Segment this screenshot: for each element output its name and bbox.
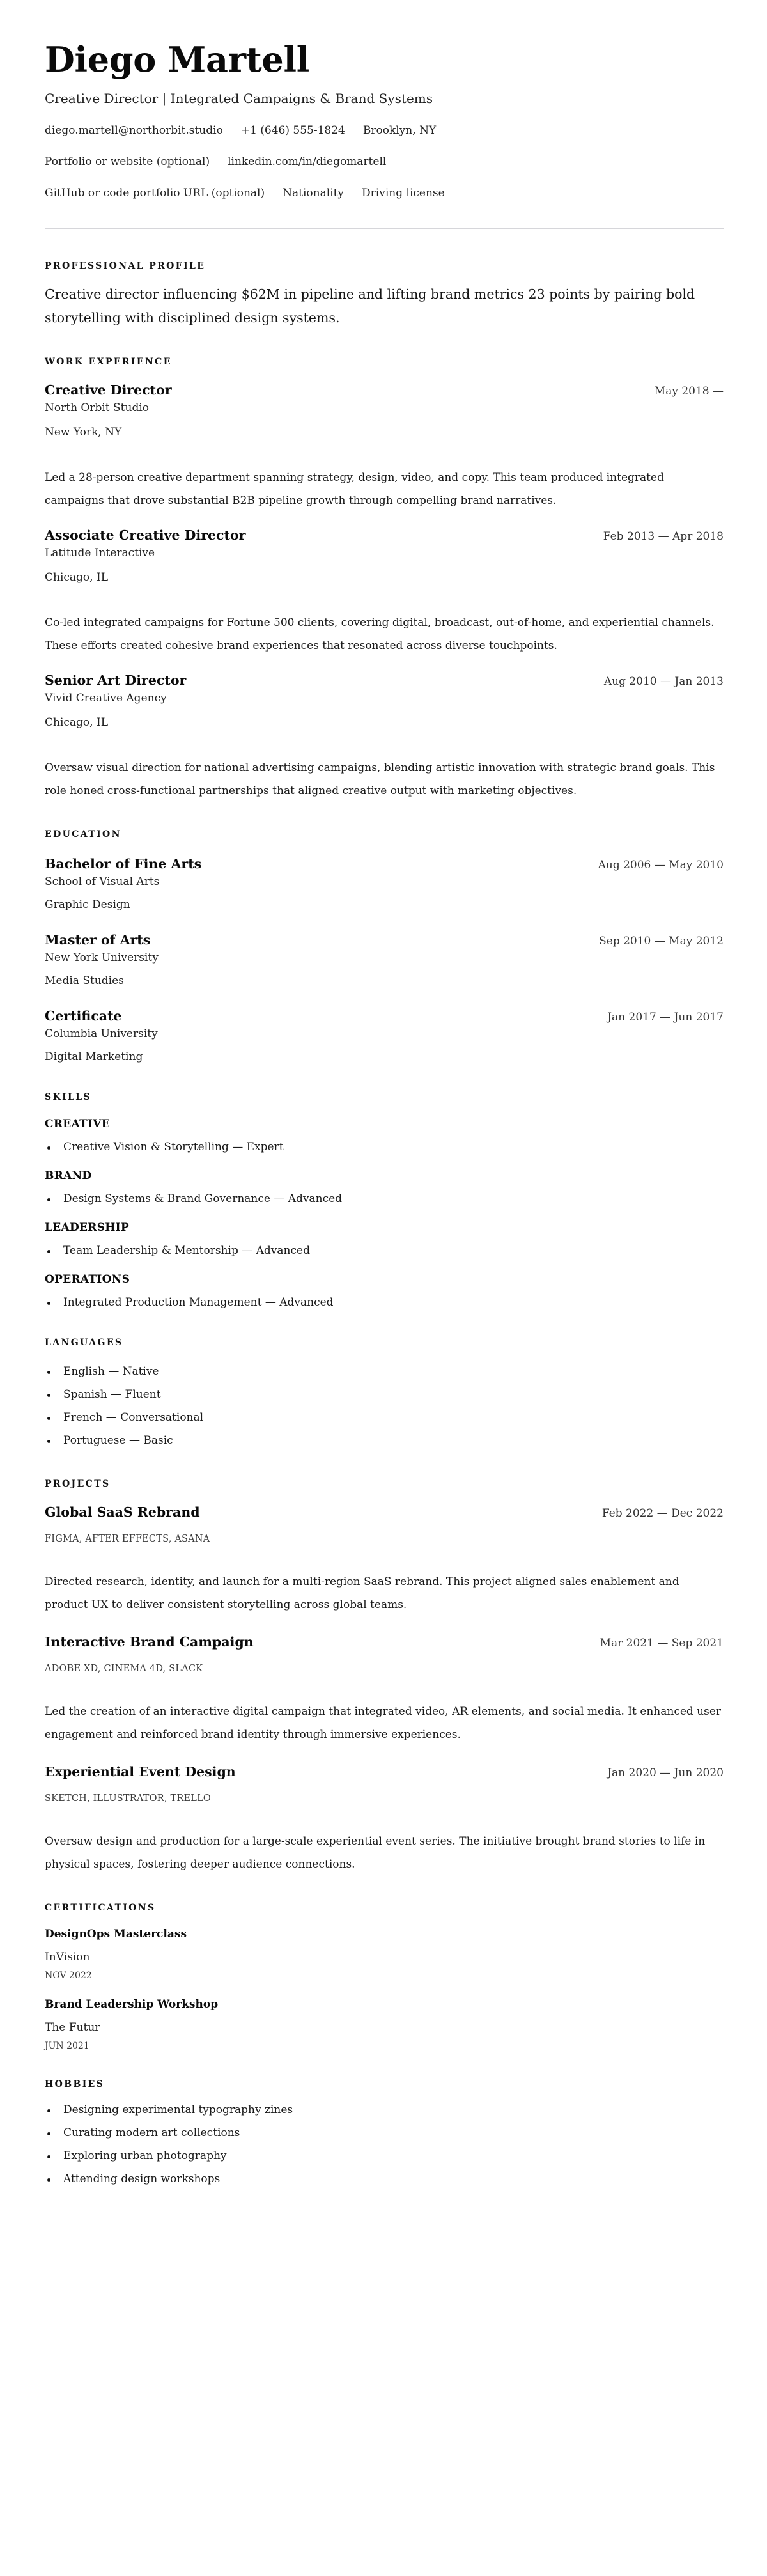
project-header xyxy=(45,1763,724,1781)
certification-issuer: The Futur xyxy=(45,2021,100,2034)
job-dates: Aug 2010 — Jan 2013 xyxy=(603,675,724,688)
school: New York University xyxy=(45,951,159,964)
skill-item: Team Leadership & Mentorship — Advanced xyxy=(45,1242,724,1259)
project-description: Directed research, identity, and launch for a multi-region SaaS rebrand. This project aligned sales enablement and product UX to deliver consistent storytelling across global teams. xyxy=(45,1575,679,1611)
job-entry xyxy=(45,381,724,512)
header-divider xyxy=(45,228,724,229)
project-dates: Feb 2022 — Dec 2022 xyxy=(601,1507,724,1520)
section-title: LANGUAGES xyxy=(45,1338,123,1348)
education-entry xyxy=(45,1007,724,1065)
email[interactable]: diego.martell@northorbit.studio xyxy=(45,124,223,137)
certification-date: JUN 2021 xyxy=(45,2041,89,2051)
project-tech-stack: ADOBE XD, CINEMA 4D, SLACK xyxy=(45,1664,203,1674)
section-skills xyxy=(45,1091,724,1311)
certification-entry xyxy=(45,1926,724,1982)
skill-group xyxy=(45,1168,724,1207)
job-description: Co-led integrated campaigns for Fortune 500 clients, covering digital, broadcast, out-of-home, and experiential channels. These efforts created cohesive brand experiences that resonated across diverse touchpoints. xyxy=(45,616,715,652)
section-education xyxy=(45,828,724,1065)
skill-list xyxy=(45,1139,724,1155)
location: Brooklyn, NY xyxy=(362,124,437,137)
section-title: EDUCATION xyxy=(45,829,121,839)
project-entry xyxy=(45,1763,724,1876)
skill-item: Design Systems & Brand Governance — Advanced xyxy=(45,1190,724,1207)
project-name: Interactive Brand Campaign xyxy=(45,1634,254,1650)
job-header xyxy=(45,381,724,400)
skill-list xyxy=(45,1294,724,1311)
education-dates: Sep 2010 — May 2012 xyxy=(599,935,724,948)
field-of-study: Graphic Design xyxy=(45,898,130,911)
job-header xyxy=(45,671,724,690)
project-header xyxy=(45,1633,724,1651)
skill-item: Creative Vision & Storytelling — Expert xyxy=(45,1139,724,1155)
language-item: Spanish — Fluent xyxy=(45,1383,724,1406)
hobby-item: Attending design workshops xyxy=(45,2167,724,2190)
project-name: Global SaaS Rebrand xyxy=(45,1504,200,1520)
job-entry xyxy=(45,526,724,657)
contact-info xyxy=(45,122,724,201)
contact-row xyxy=(45,122,724,139)
job-description: Oversaw visual direction for national advertising campaigns, blending artistic innovation with strategic brand goals. This role honed cross-functional partnerships that aligned creative output with marketing objectives. xyxy=(45,761,715,797)
skill-category: OPERATIONS xyxy=(45,1273,130,1286)
section-title: CERTIFICATIONS xyxy=(45,1903,156,1913)
job-location: Chicago, IL xyxy=(45,571,108,584)
section-title: PROJECTS xyxy=(45,1479,111,1489)
contact-row xyxy=(45,153,724,170)
education-dates: Jan 2017 — Jun 2017 xyxy=(607,1011,724,1024)
degree: Bachelor of Fine Arts xyxy=(45,856,202,871)
skill-group xyxy=(45,1220,724,1259)
certification-name: DesignOps Masterclass xyxy=(45,1928,187,1940)
education-header xyxy=(45,1007,724,1026)
field-of-study: Media Studies xyxy=(45,974,124,987)
section-hobbies xyxy=(45,2078,724,2190)
section-certifications xyxy=(45,1901,724,2052)
project-tech-stack: FIGMA, AFTER EFFECTS, ASANA xyxy=(45,1534,210,1544)
project-description: Oversaw design and production for a large-scale experiential event series. The initiative brought brand stories to life in physical spaces, fostering deeper audience connections. xyxy=(45,1835,706,1871)
project-dates: Mar 2021 — Sep 2021 xyxy=(600,1637,724,1650)
hobby-item: Curating modern art collections xyxy=(45,2121,724,2144)
section-title: WORK EXPERIENCE xyxy=(45,357,172,367)
job-company: North Orbit Studio xyxy=(45,402,150,414)
section-projects xyxy=(45,1478,724,1876)
language-item: Portuguese — Basic xyxy=(45,1429,724,1452)
job-location: New York, NY xyxy=(45,426,122,439)
skill-list xyxy=(45,1242,724,1259)
skill-list xyxy=(45,1190,724,1207)
project-header xyxy=(45,1503,724,1522)
phone[interactable]: +1 (646) 555-1824 xyxy=(240,124,345,137)
github-link[interactable]: GitHub or code portfolio URL (optional) xyxy=(45,187,265,199)
driving-license: Driving license xyxy=(362,187,445,199)
skill-category: LEADERSHIP xyxy=(45,1221,130,1234)
section-profile xyxy=(45,260,724,330)
profile-summary: Creative director influencing $62M in pipeline and lifting brand metrics 23 points by pairing bold storytelling with disciplined design systems. xyxy=(45,286,695,325)
skill-category: CREATIVE xyxy=(45,1118,111,1130)
contact-row xyxy=(45,185,724,201)
field-of-study: Digital Marketing xyxy=(45,1050,143,1063)
certification-date: NOV 2022 xyxy=(45,1971,92,1981)
job-company: Latitude Interactive xyxy=(45,547,155,559)
certification-entry xyxy=(45,1996,724,2052)
job-header xyxy=(45,526,724,545)
section-work-experience xyxy=(45,355,724,802)
hobby-list xyxy=(45,2098,724,2190)
job-entry xyxy=(45,671,724,802)
project-entry xyxy=(45,1503,724,1616)
project-dates: Jan 2020 — Jun 2020 xyxy=(607,1767,724,1779)
certification-issuer: InVision xyxy=(45,1951,90,1963)
linkedin-link[interactable]: linkedin.com/in/diegomartell xyxy=(228,155,387,168)
education-entry xyxy=(45,855,724,913)
language-list xyxy=(45,1360,724,1452)
school: School of Visual Arts xyxy=(45,875,160,888)
job-title: Associate Creative Director xyxy=(45,527,246,543)
skill-item: Integrated Production Management — Advanced xyxy=(45,1294,724,1311)
degree: Master of Arts xyxy=(45,932,151,948)
project-tech-stack: SKETCH, ILLUSTRATOR, TRELLO xyxy=(45,1793,212,1804)
degree: Certificate xyxy=(45,1008,122,1024)
candidate-name: Diego Martell xyxy=(45,39,309,80)
job-dates: Feb 2013 — Apr 2018 xyxy=(603,530,724,543)
language-item: English — Native xyxy=(45,1360,724,1383)
skill-group xyxy=(45,1272,724,1311)
hobby-item: Exploring urban photography xyxy=(45,2144,724,2167)
job-title: Senior Art Director xyxy=(45,673,187,688)
section-languages xyxy=(45,1336,724,1452)
job-description: Led a 28-person creative department spanning strategy, design, video, and copy. This team produced integrated campaigns that drove substantial B2B pipeline growth through compelling brand narratives. xyxy=(45,471,664,507)
job-dates: May 2018 — xyxy=(654,385,724,398)
job-location: Chicago, IL xyxy=(45,716,108,729)
job-company: Vivid Creative Agency xyxy=(45,692,167,705)
skill-group xyxy=(45,1116,724,1155)
portfolio-link[interactable]: Portfolio or website (optional) xyxy=(45,155,210,168)
nationality: Nationality xyxy=(283,187,345,199)
project-name: Experiential Event Design xyxy=(45,1764,236,1779)
candidate-headline: Creative Director | Integrated Campaigns & Brand Systems xyxy=(45,91,433,106)
project-entry xyxy=(45,1633,724,1746)
certification-name: Brand Leadership Workshop xyxy=(45,1998,219,2011)
education-header xyxy=(45,855,724,873)
education-entry xyxy=(45,931,724,989)
section-title: PROFESSIONAL PROFILE xyxy=(45,261,206,271)
education-dates: Aug 2006 — May 2010 xyxy=(598,859,724,871)
section-title: SKILLS xyxy=(45,1092,92,1102)
education-header xyxy=(45,931,724,949)
skill-category: BRAND xyxy=(45,1169,92,1182)
resume-header xyxy=(45,37,724,201)
language-item: French — Conversational xyxy=(45,1406,724,1429)
school: Columbia University xyxy=(45,1027,158,1040)
project-description: Led the creation of an interactive digital campaign that integrated video, AR elements, and social media. It enhanced user engagement and reinforced brand identity through immersive experiences. xyxy=(45,1705,722,1741)
hobby-item: Designing experimental typography zines xyxy=(45,2098,724,2121)
section-title: HOBBIES xyxy=(45,2079,105,2089)
job-title: Creative Director xyxy=(45,382,172,398)
